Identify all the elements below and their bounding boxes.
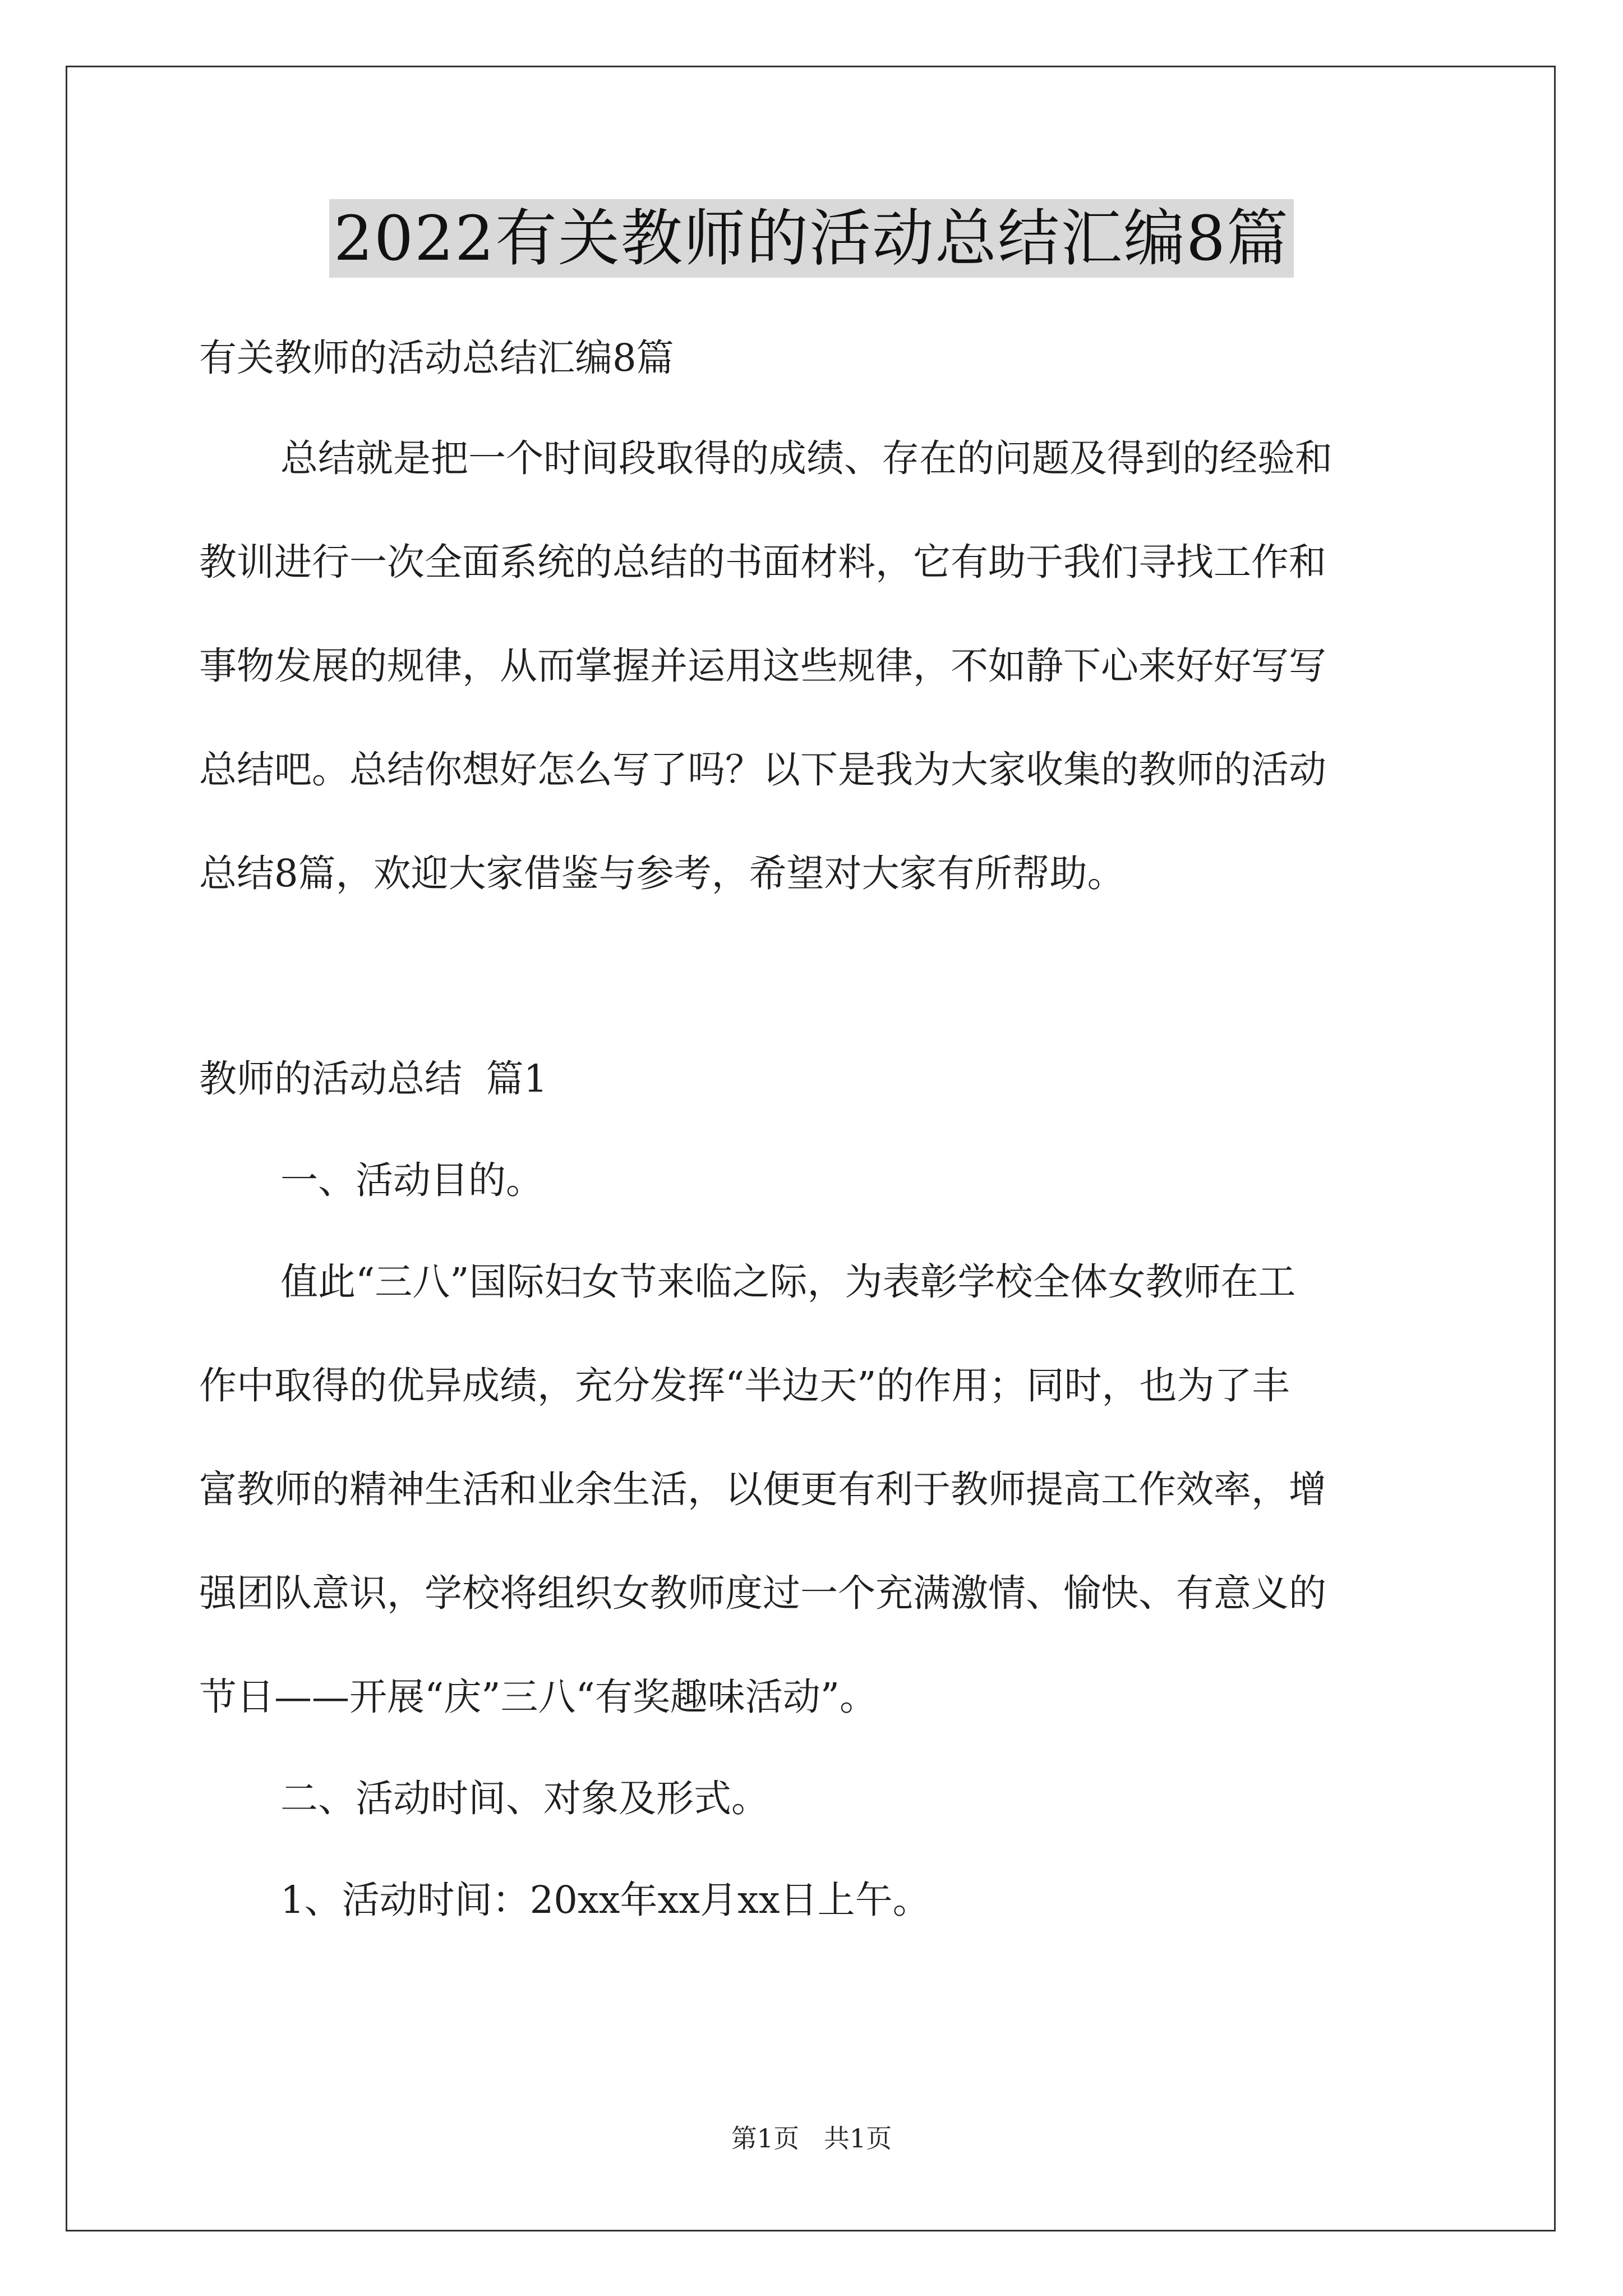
page-footer [0,2122,1623,2155]
intro-line: 总结就是把一个时间段取得的成绩、存在的问题及得到的经验和 [280,436,1332,480]
purpose-heading: 一、活动目的。 [280,1158,543,1202]
page-number-label: 第1页 共1页 [731,2123,892,2154]
document-subtitle: 有关教师的活动总结汇编8篇 [199,336,674,380]
document-body [199,331,1433,1927]
activity-time-line: 1、活动时间：20xx年xx月xx日上午。 [280,1878,930,1922]
purpose-line: 值此“三八”国际妇女节来临之际，为表彰学校全体女教师在工 [280,1260,1296,1304]
section-heading: 教师的活动总结 篇1 [199,1057,548,1101]
intro-line: 总结吧。总结你想好怎么写了吗？以下是我为大家收集的教师的活动 [199,748,1326,792]
purpose-line: 作中取得的优异成绩，充分发挥“半边天”的作用；同时，也为了丰 [199,1364,1290,1407]
purpose-paragraph [199,1255,1433,1724]
intro-paragraph [199,431,1433,900]
purpose-line: 强团队意识，学校将组织女教师度过一个充满激情、愉快、有意义的 [199,1571,1326,1615]
purpose-line: 富教师的精神生活和业余生活，以便更有利于教师提高工作效率，增 [199,1467,1326,1511]
purpose-line: 节日——开展“庆”三八“有奖趣味活动”。 [199,1675,878,1719]
time-target-heading: 二、活动时间、对象及形式。 [280,1777,769,1820]
intro-line: 总结8篇，欢迎大家借鉴与参考，希望对大家有所帮助。 [199,852,1125,895]
document-title: 2022有关教师的活动总结汇编8篇 [329,199,1294,278]
intro-line: 事物发展的规律，从而掌握并运用这些规律，不如静下心来好好写写 [199,644,1326,688]
intro-line: 教训进行一次全面系统的总结的书面材料，它有助于我们寻找工作和 [199,540,1326,584]
title-container [0,199,1623,278]
